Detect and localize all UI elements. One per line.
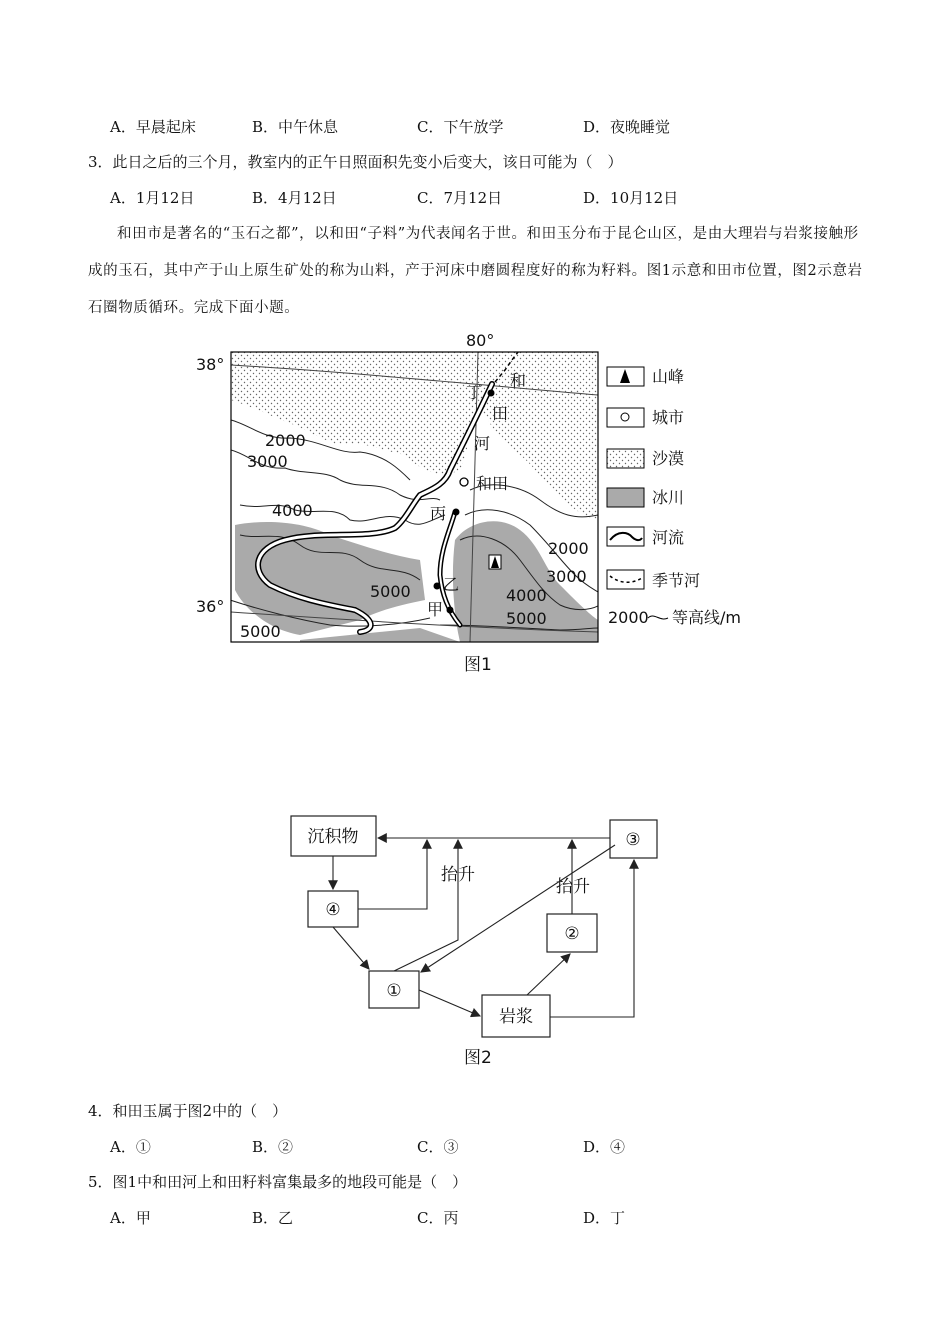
- point-jia-label: 甲: [427, 600, 444, 619]
- legend-label-city: 城市: [652, 408, 685, 427]
- label-3: ③: [625, 830, 641, 850]
- glacier-icon: [607, 488, 644, 507]
- legend-label-seasonal-river: 季节河: [652, 571, 701, 590]
- q3-option-b: B．4月12日: [252, 189, 337, 207]
- contour-legend-label: 等高线/m: [672, 608, 741, 627]
- contour-label-2000-east: 2000: [548, 539, 589, 558]
- q3-option-c: C．7月12日: [417, 189, 503, 207]
- contour-label-3000-east: 3000: [546, 567, 587, 586]
- contour-label-4000-west: 4000: [272, 501, 313, 520]
- passage: 和田市是著名的“玉石之都”，以和田“子料”为代表闻名于世。和田玉分布于昆仑山区，是由大理岩与岩浆接触形成的玉石，其中产于山上原生矿处的称为山料，产于河床中磨圆程度好的称为籽料。图1示意和田市位置，图2示意岩石圈物质循环。完成下面小题。: [88, 226, 863, 316]
- river-label-he: 和: [510, 371, 527, 390]
- point-bing-label: 丙: [430, 504, 447, 523]
- q4-option-c: C．③: [417, 1138, 459, 1156]
- q5-option-a: A．甲: [110, 1209, 151, 1227]
- label-1: ①: [386, 981, 402, 1001]
- peak-marker: [489, 555, 501, 569]
- q5-option-d: D．丁: [583, 1209, 626, 1227]
- map-legend: [607, 367, 741, 627]
- legend-label-peak: 山峰: [652, 367, 685, 386]
- q5-option-b: B．乙: [252, 1209, 294, 1227]
- point-yi-marker: [434, 583, 441, 590]
- label-sediment: 沉积物: [307, 827, 359, 847]
- longitude-label: 80°: [466, 331, 495, 350]
- figure-1-caption: 图1: [464, 655, 492, 675]
- label-magma: 岩浆: [499, 1007, 533, 1027]
- q5-stem: 5．图1中和田河上和田籽料富集最多的地段可能是（ ）: [88, 1173, 468, 1191]
- q2-option-a: A．早晨起床: [110, 118, 196, 136]
- point-bing-marker: [453, 509, 460, 516]
- point-ding-label: 丁: [466, 383, 483, 402]
- q3-option-d: D．10月12日: [583, 189, 679, 207]
- q4-option-b: B．②: [252, 1138, 294, 1156]
- contour-label-4000-east: 4000: [506, 586, 547, 605]
- contour-label-2000-west: 2000: [265, 431, 306, 450]
- q4-option-a: A．①: [110, 1138, 151, 1156]
- q3-stem: 3．此日之后的三个月，教室内的正午日照面积先变小后变大，该日可能为（ ）: [88, 153, 623, 171]
- label-2: ②: [564, 924, 580, 944]
- figure-2-rock-cycle: [0, 808, 950, 1068]
- point-ding-marker: [488, 390, 495, 397]
- latitude-label-38: 38°: [196, 355, 225, 374]
- q5-option-c: C．丙: [417, 1209, 459, 1227]
- q4-stem: 4．和田玉属于图2中的（ ）: [88, 1102, 288, 1120]
- legend-label-glacier: 冰川: [652, 488, 685, 507]
- legend-label-river: 河流: [652, 528, 685, 547]
- q2-option-c: C．下午放学: [417, 118, 504, 136]
- contour-legend-line: [648, 616, 668, 619]
- label-4: ④: [325, 900, 341, 920]
- q2-option-d: D．夜晚睡觉: [583, 118, 671, 136]
- river-label-tian: 田: [492, 404, 509, 423]
- legend-label-desert: 沙漠: [652, 449, 685, 468]
- uplift-label-left: 抬升: [441, 865, 475, 885]
- figure-1-map: [0, 322, 950, 692]
- figure-2-caption: 图2: [464, 1048, 492, 1068]
- point-jia-marker: [447, 607, 454, 614]
- desert-icon: [607, 449, 644, 468]
- latitude-label-36: 36°: [196, 597, 225, 616]
- river-label-he2: 河: [474, 434, 491, 453]
- glacier-area-south: [300, 628, 460, 642]
- hotan-city-label: 和田: [476, 474, 509, 493]
- contour-label-5000-east: 5000: [506, 609, 547, 628]
- q4-option-d: D．④: [583, 1138, 626, 1156]
- contour-label-5000-center: 5000: [370, 582, 411, 601]
- hotan-city-marker: [460, 478, 468, 486]
- uplift-label-right: 抬升: [556, 877, 590, 897]
- contour-legend-value: 2000: [608, 608, 649, 627]
- q2-option-b: B．中午休息: [252, 118, 339, 136]
- contour-label-3000-west: 3000: [247, 452, 288, 471]
- q3-option-a: A．1月12日: [110, 189, 195, 207]
- city-icon: [621, 413, 629, 421]
- point-yi-label: 乙: [443, 575, 460, 594]
- contour-label-5000-south: 5000: [240, 622, 281, 641]
